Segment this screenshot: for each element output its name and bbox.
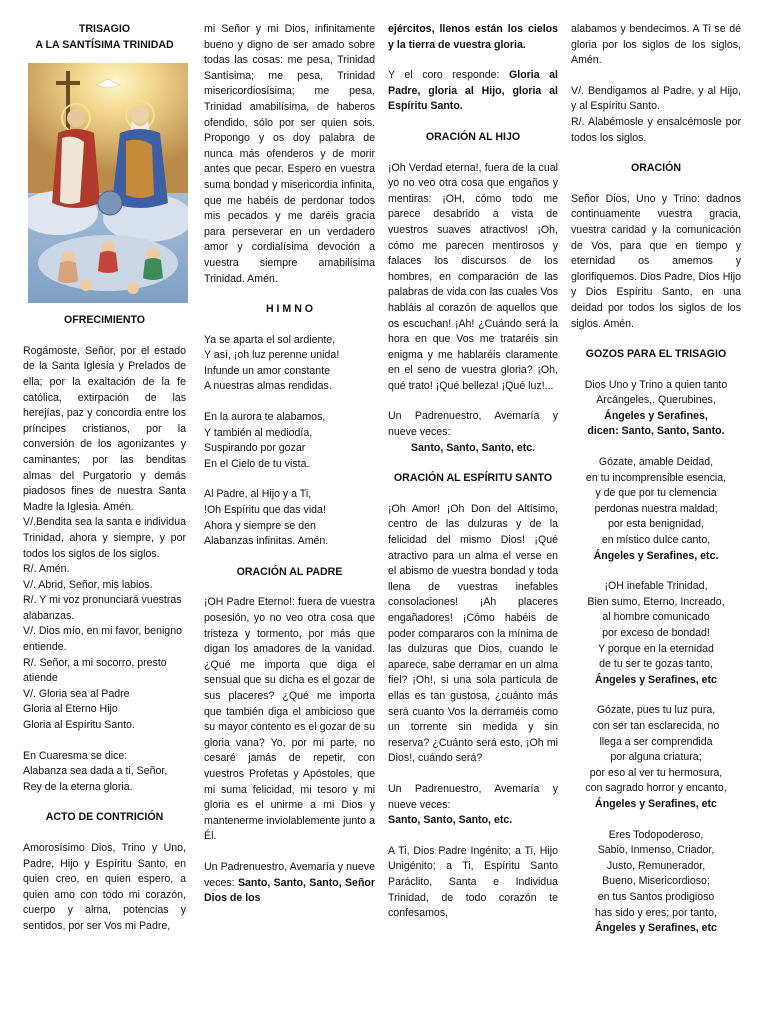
gozo-stanza [571,703,741,812]
a-ti-continued: alabamos y bendecimos. A Ti se dé gloria por los siglos de los siglos, Amén. [571,23,741,67]
title-line-2: A LA SANTÍSIMA TRINIDAD [35,38,174,51]
hymn-line: Ahora y siempre se den [204,519,316,532]
hymn-line: Ya se aparta el sol ardiente, [204,333,336,346]
padre-closing-bold: Santo, Santo, Santo, Señor Dios de los [204,876,376,905]
bendigamos-versicle: V/. Bendigamos al Padre, y al Hijo, y al Espíritu Santo. [571,84,741,113]
espiritu-closing-bold: Santo, Santo, Santo, etc. [388,814,513,827]
gozo-line: Justo, Remunerador, [606,859,706,872]
hijo-closing-plain: Un Padrenuestro, Avemaría y nueve veces: [388,410,558,439]
hymn-stanza [204,410,375,472]
versicle: V/. Abrid, Señor, mis labios. [23,578,153,591]
hymn-line: Y también al mediodía, [204,426,313,439]
oracion-padre-heading: ORACIÓN AL PADRE [236,565,343,578]
gozo-line: de tu ser te gozas tanto, [599,658,713,671]
gozo-line: Y porque en la eternidad [598,642,714,655]
coro-response [388,68,558,115]
hymn-line: Al Padre, al Hijo y a Ti, [204,488,312,501]
hymn-line: Infunde un amor constante [204,364,331,377]
gozos-heading: GOZOS PARA EL TRISAGIO [585,348,727,361]
versicle: R/. Amén. [23,563,70,576]
gozo-line: Gózate, amable Deidad, [598,456,714,469]
gozo-stanza [571,455,741,564]
holy-trinity-painting [28,63,188,303]
oracion-hijo-heading: ORACIÓN AL HIJO [425,130,521,143]
gozo-stanza [571,579,741,688]
gozo-line: llega a ser comprendida [599,735,713,748]
gozo-line: por eso al ver tu hermosura, [589,766,723,779]
title-line-1: TRISAGIO [78,23,131,35]
cuaresma-line: Rey de la eterna gloria. [23,780,133,793]
ofrecimiento-text: Rogámoste, Señor, por el estado de la Santa Iglesia y Prelados de ella; por la exaltación de la fe católica, extirpación de las herejías, paz y concordia entre los príncipes cristianos, por la conversión de los agonizantes y caminantes; por las benditas almas del Purgatorio y demás piadosos fines de nuestra Santa Madre la Iglesia. Amén. [23,344,186,513]
gozo-line: perdonas nuestra maldad; [594,502,718,515]
gozo-line: Eres Todopoderoso, [608,828,704,841]
versicle: V/.Bendita sea la santa e individua Trinidad, ahora y siempre, y por todos los siglos de los siglos. [23,516,186,560]
contricion-continued: mi Señor y mi Dios, infinitamente bueno y digno de ser amado sobre todas las cosas: me pesa, Trinidad Santísima; me pesa, Trinidad misericordiosísima; me pesa, Trinidad amabilísima, de haberos ofendido, sólo por ser quien sois. Propongo y os doy palabra de nunca más ofenderos y de morir antes que pecar. Espero en vuestra suma bondad y misericordia infinita, que me habéis de perdonar todos mis pecados y me daréis gracia para perseverar en un verdadero amor y cordialísima devoción a vuestra siempre amabilísima Trinidad. Amén. [204,23,375,285]
gozo-line: Sabio, Inmenso, Criador, [597,844,715,857]
versicle: Gloria al Eterno Hijo [23,703,118,716]
hymn-line: Alabanzas infinitas. Amén. [204,535,329,548]
gozo-refrain: Ángeles y Serafines, etc [595,673,717,686]
gozo-line: con ser tan esclarecida, no [592,719,720,732]
padre-closing-continued: ejércitos, llenos están los cielos y la tierra de vuestra gloria. [388,23,558,51]
oracion-espiritu-heading: ORACIÓN AL ESPÍRITU SANTO [393,472,553,485]
cuaresma-line: Alabanza sea dada a ti, Señor, [23,765,168,778]
gozo-line: has sido y eres; por tanto, [595,906,717,919]
versicle: V/. Dios mío, en mi favor, benigno entiende. [23,625,182,654]
gozo-line: por alguna criatura; [610,751,702,764]
gozo-line: al hombre comunicado [602,611,710,624]
gozo-line: por esta benignidad, [607,518,704,531]
oracion-hijo-text: ¡Oh Verdad eterna!, fuera de la cual yo no veo otra cosa que engaños y mentiras: ¡OH, cómo todo me parece desabrido a vista de vuestros suaves atractivos! ¡Oh, cómo me parecen mentirosos y falaces los discursos de los hombres, en comparación de las palabras de vida con las cuales Vos habláis al corazón de aquellos que os escuchan! ¡Ah! ¿Cuándo será la hora en que Vos me trataréis sin enigma y me hablaréis claramente en el seno de vuestra gloria? ¡Oh, qué trato! ¡Qué belleza! ¡Qué luz!... [388,161,558,392]
hymn-line: A nuestras almas rendidas. [204,380,332,393]
oracion-text: Señor Dios, Uno y Trino: dadnos continuamente vuestra gracia, vuestra caridad y la comunicación de Vos, para que en tiempo y eternidad os amemos y glorifiquemos. Dios Padre, Dios Hijo y Dios Espíritu Santo, en una deidad por todos los siglos de los siglos. Amén. [571,192,741,330]
oracion-padre-text: ¡OH Padre Eterno!: fuera de vuestra posesión, yo no veo otra cosa que tristeza y tormento, por más que digan los amadores de la vanidad. ¿Qué me importa que diga el sensual que su dicha es el gozar de sus placeres? ¿Qué me importa que también diga el ambicioso que su mayor contento es el gozar de su gloria vana? Yo, por mi parte, no cesaré jamás de repetir, con vuestros Profetas y Apóstoles, que mi suma felicidad, mi tesoro y mi gloria es el unirme a mi Dios y mantenerme inviolablemente junto a Él. [204,596,375,843]
hymn-line: !Oh Espíritu que das vida! [204,504,326,517]
gozo-stanza [571,378,741,440]
hijo-closing-bold: Santo, Santo, Santo, etc. [410,441,536,454]
padre-closing [204,860,375,907]
gozo-line: Arcángeles,. Querubines, [596,394,716,407]
column-4 [571,22,741,937]
hymn-line: En el Cielo de tu vista. [204,457,310,470]
gozo-refrain: Ángeles y Serafines, etc [595,797,717,810]
a-ti-text: A Ti, Dios Padre Ingénito; a Ti, Hijo Unigénito; a Ti, Espíritu Santo Paráclito, Santa e Individua Trinidad, de todo corazón te confesamos, [388,844,558,920]
oracion-espiritu-text: ¡Oh Amor! ¡Oh Don del Altísimo, centro de las dulzuras y de la felicidad del mismo Dios! ¡Qué atractivo para un alma el verse en el abismo de vuestra bondad y toda llena de vuestras inefables consolaciones! ¡Ah placeres engañadores! ¡Cómo habéis de poder compararos con la mínima de las dulzuras que Dios, cuando le aparece, sabe derramar en un alma fiel? ¡Oh!, si una sola partícula de ellas es tan gustosa, ¿cuánto más será cuanto Vos la derraméis como un torrente sin medida y sin reserva? ¿Cuánto será esto, ¡Oh mi Dios!, cuándo será? [388,502,558,765]
gozo-refrain: Ángeles y Serafines, etc. [593,549,719,562]
versicle: R/. Y mi voz pronunciará vuestras alabanzas. [23,594,182,622]
gozo-line: por exceso de bondad! [602,627,710,639]
gozo-line: ¡OH inefable Trinidad, [604,580,708,593]
contricion-heading: ACTO DE CONTRICIÓN [45,811,164,824]
espiritu-closing-plain: Un Padrenuestro, Avemaría y nueve veces: [388,782,558,811]
gozo-stanza [571,828,741,937]
gozo-refrain: Ángeles y Serafines, etc [595,922,717,935]
column-2 [204,22,375,922]
versicle: Gloria al Espíritu Santo. [23,719,135,732]
cuaresma-line: En Cuaresma se dice: [23,749,128,762]
hymn-stanza [204,487,375,549]
column-1 [23,22,186,950]
gozo-line: en místico dulce canto, [601,534,711,547]
padre-closing-plain: Un Padrenuestro, Avemaría y nueve veces: [204,860,375,889]
gozo-line: en tu incomprensible esencia, [585,471,727,484]
versicle: V/. Gloria sea al Padre [23,687,130,700]
hymn-line: Suspirando por gozar [204,442,306,455]
column-3 [388,22,558,937]
ofrecimiento-heading: OFRECIMIENTO [63,314,146,327]
oracion-heading: ORACIÓN [630,162,682,175]
gozo-line: en tus Santos prodigioso [597,890,715,903]
coro-bold: Gloria al Padre, gloria al Hijo, gloria al Espíritu Santo. [388,69,559,113]
contricion-text: Amorosísimo Dios, Trino y Uno, Padre, Hijo y Espíritu Santo, en quien creo, en quien espero, a quien amo con todo mi corazón, cuerpo y alma, potencias y sentidos, por ser Vos mi Padre, [23,842,186,932]
gozo-refrain: Ángeles y Serafines, [604,409,708,422]
gozo-refrain: dicen: Santo, Santo, Santo. [587,425,725,438]
gozo-line: Dios Uno y Trino a quien tanto [584,378,728,391]
gozo-line: Gózate, pues tu luz pura, [596,704,716,717]
hymn-line: Y así, ¡oh luz perenne unida! [204,349,340,362]
gozo-line: con sagrado horror y encanto, [585,782,727,795]
coro-plain: Y el coro responde: [388,69,510,82]
gozo-line: Bueno, Misericordioso; [602,875,710,888]
alabemosle-response: R/. Alabémosle y ensalcémosle por todos los siglos. [571,115,741,144]
himno-heading: H I M N O [265,303,314,316]
versicle: R/. Señor, a mi socorro, presto atiende [23,656,167,685]
gozo-line: Bien sumo, Eterno, Increado, [587,595,725,608]
hymn-line: En la aurora te alabamos, [204,411,326,424]
hymn-stanza [204,333,375,395]
gozo-line: y de que por tu clemencia [595,487,717,500]
